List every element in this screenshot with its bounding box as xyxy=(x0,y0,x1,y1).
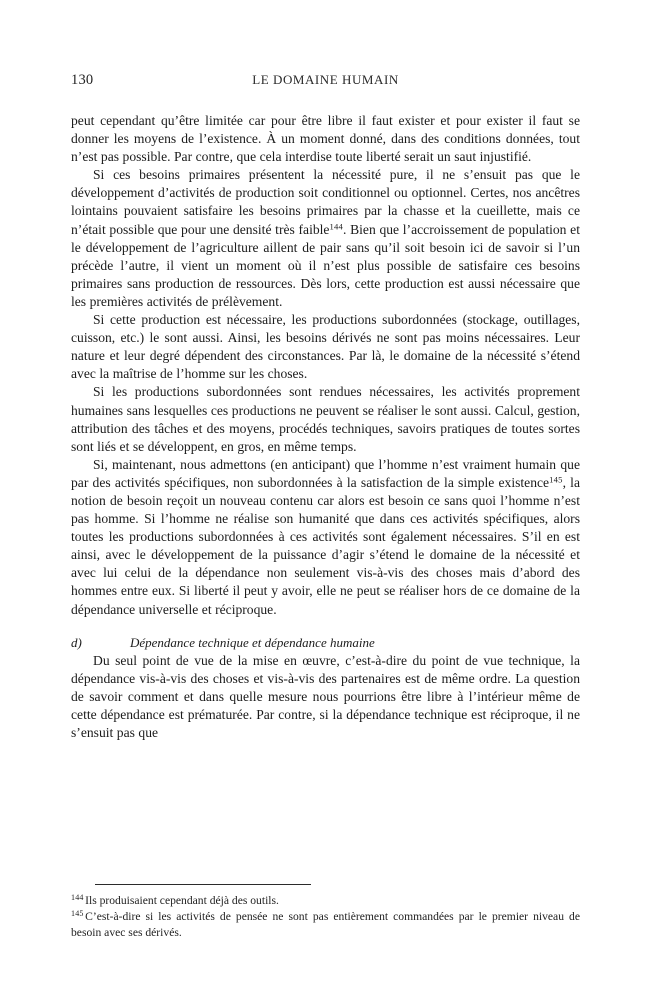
footnote-number: 145 xyxy=(71,909,84,919)
paragraph xyxy=(71,112,580,166)
paragraph-text: Du seul point de vue de la mise en œuvre, c’est-à-dire du point de vue technique, la dépendance vis-à-vis des choses et vis-à-vis des partenaires est de même ordre. La question de savoir comment et dans quelle mesure nous pourrions être libre à l’intérieur même de cette dépendance est prématurée. Par contre, si la dépendance technique est réciproque, il ne s’ensuit pas que xyxy=(71,652,580,741)
paragraph-text-cont: , la notion de besoin reçoit un nouveau contenu car alors est besoin ce sans quoi l’homme n’est pas homme. Si l’homme ne réalise son humanité que dans ces activités spécifiques, alors toutes les productions subordonnées à ces activités sont également nécessaires. S’il en est ainsi, avec le développement de la puissance d’agir s’étend le domaine de la nécessité et avec lui celui de la dépendance non seulement vis-à-vis des choses mais d’abord des hommes entre eux. Si liberté il peut y avoir, elle ne peut se réaliser hors de ce domaine de la dépendance universelle et réciproque. xyxy=(71,474,580,617)
page-number: 130 xyxy=(71,72,94,88)
footnote-text: C’est-à-dire si les activités de pensée ne sont pas entièrement commandées par le premier niveau de besoin avec ses dérivés. xyxy=(71,910,580,940)
paragraph xyxy=(71,652,580,742)
running-head-title: LE DOMAINE HUMAIN xyxy=(252,72,399,87)
paragraph-text: Si les productions subordonnées sont rendues nécessaires, les activités proprement humaines sans lesquelles ces productions ne peuvent se réaliser le sont aussi. Calcul, gestion, attribution des tâches et des moyens, procédés techniques, savoirs pratiques de toutes sortes sont liés et se développent, en gros, en même temps. xyxy=(71,384,580,454)
running-head xyxy=(71,70,580,90)
footnote-marker-145[interactable]: 145 xyxy=(549,474,563,485)
subsection-heading xyxy=(71,634,580,652)
footnote-entry xyxy=(71,909,580,941)
paragraph xyxy=(71,311,580,383)
paragraph-text-cont: . Bien que l’accroissement de population et le développement de l’agriculture aillent de pair sans qu’il soit besoin ici de savoir si l’un précède l’autre, il vient un moment où il n’est plus possible de satisfaire ces besoins primaires sans production de ressources. Dès lors, cette production est aussi nécessaire que les premières activités de prélèvement. xyxy=(71,221,580,309)
subsection-title: Dépendance technique et dépendance humaine xyxy=(130,634,375,650)
paragraph-text: Si ces besoins primaires présentent la nécessité pure, il ne s’ensuit pas que le développement d’activités de production soit conditionnel ou optionnel. Certes, nos ancêtres lointains pouvaient satisfaire les besoins primaires par la chasse et la cueillette, mais ce n’était possible que pour une densité très faible xyxy=(71,167,580,237)
paragraph xyxy=(71,456,580,619)
paragraph xyxy=(71,166,580,311)
paragraph-text: Si, maintenant, nous admettons (en anticipant) que l’homme n’est vraiment humain que par des activités spécifiques, non subordonnées à la satisfaction de la simple existence xyxy=(71,456,580,490)
paragraph-text: peut cependant qu’être limitée car pour être libre il faut exister et pour exister il faut se donner les moyens de l’existence. À un moment donné, dans des conditions données, tout n’est pas possible. Par contre, que cela interdise toute liberté serait un saut injustifié. xyxy=(71,113,580,165)
footnote-text: Ils produisaient cependant déjà des outils. xyxy=(85,894,279,907)
subsection-marker: d) xyxy=(71,634,82,650)
footnote-entry xyxy=(71,893,580,909)
paragraph-text: Si cette production est nécessaire, les productions subordonnées (stockage, outillages, cuisson, etc.) le sont aussi. Ainsi, les besoins dérivés ne sont pas moins nécessaires. Leur nature et leur degré dépendent des circonstances. Par là, le domaine de la nécessité s’étend avec la maîtrise de l’homme sur les choses. xyxy=(71,312,580,382)
paragraph xyxy=(71,383,580,455)
body-text xyxy=(71,112,580,742)
footnote-number: 144 xyxy=(71,893,84,902)
footnote-marker-144[interactable]: 144 xyxy=(329,220,343,231)
footnote-area xyxy=(71,884,580,942)
footnote-separator-rule xyxy=(95,884,311,885)
